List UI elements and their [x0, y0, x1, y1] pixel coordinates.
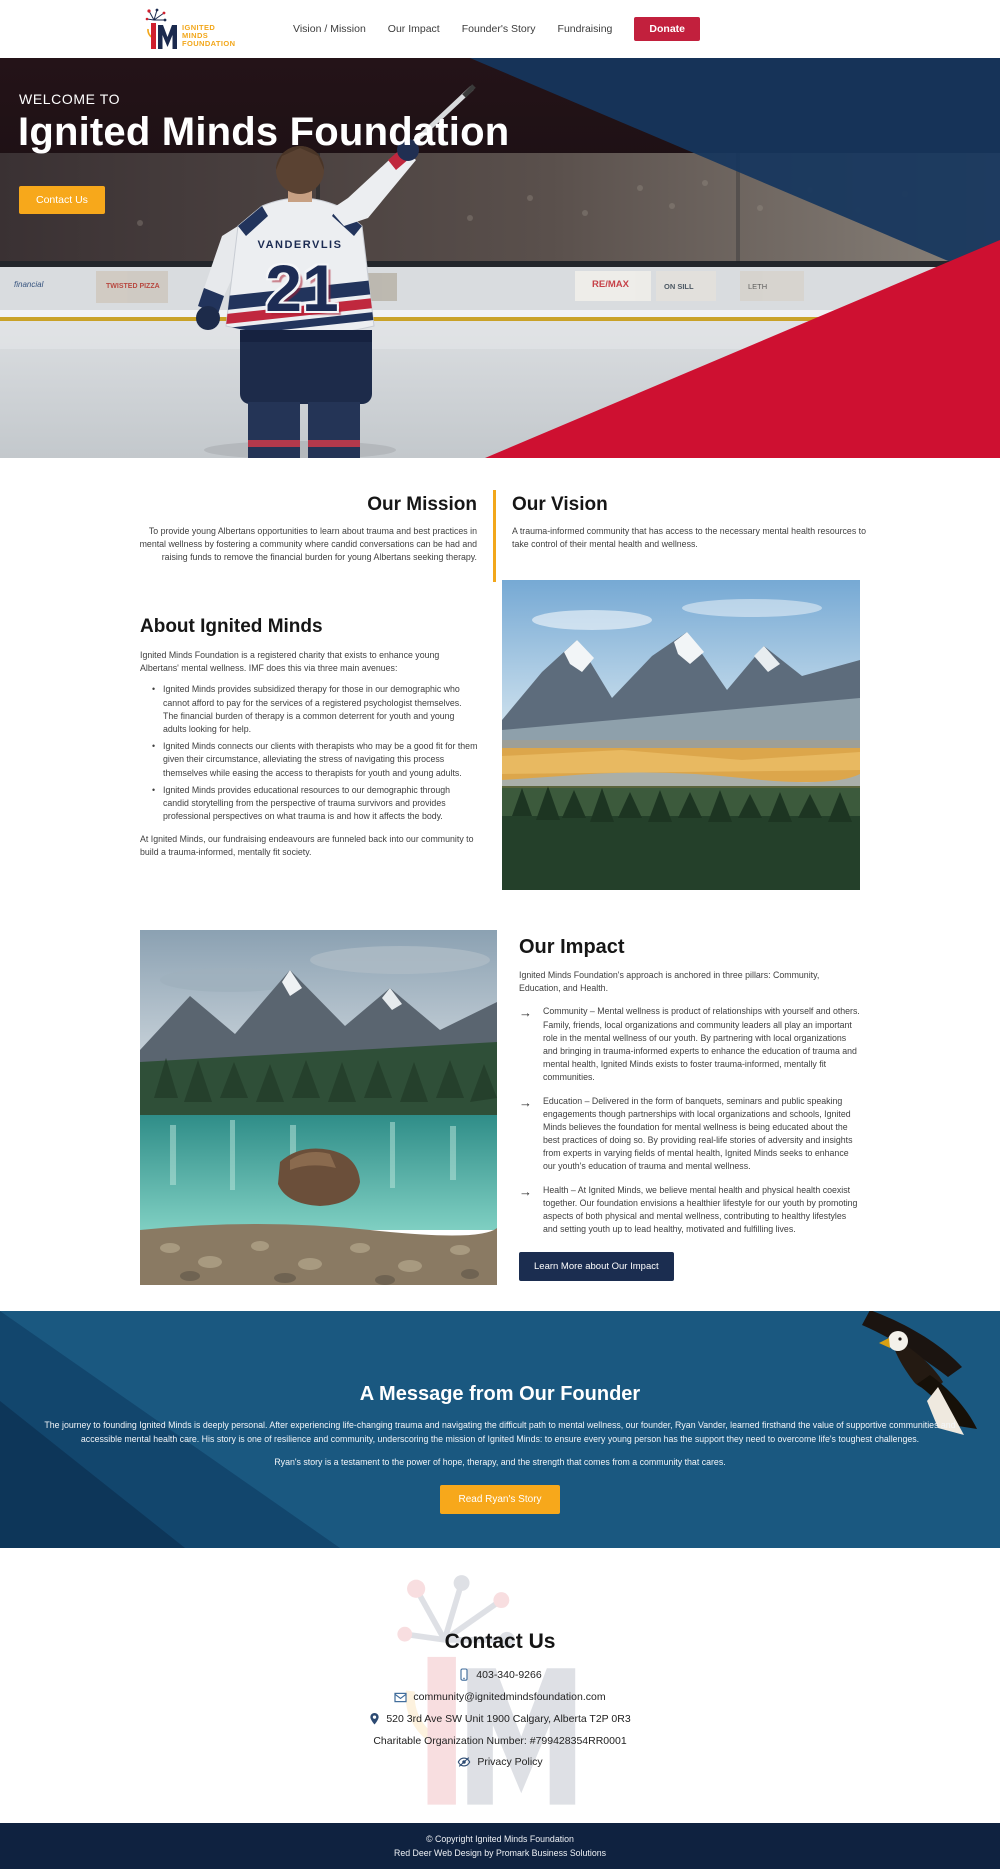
about-intro: Ignited Minds Foundation is a registered charity that exists to enhance young Albertans' mental wellness. IMF does this via three main avenues: — [140, 650, 440, 674]
charity-number-row — [0, 1735, 1000, 1747]
contact-address-row — [0, 1712, 1000, 1726]
charity-number: Charitable Organization Number: #799428354RR0001 — [373, 1735, 627, 1747]
founder-paragraph-1: The journey to founding Ignited Minds is deeply personal. After experiencing life-changing trauma and navigating the difficult path to mental wellness, our founder, Ryan Vander, learned firsthand the value of supportive communities and accessible mental health care. His story is one of resilience and community, underscoring the mission of Ignited Minds: to ensure every young person has the support they need to overcome life's toughest challenges. — [44, 1420, 956, 1444]
brand-logo[interactable] — [145, 7, 235, 51]
phone-icon — [458, 1668, 470, 1682]
contact-email-row[interactable] — [0, 1691, 1000, 1703]
impact-section — [140, 930, 860, 1285]
rink-board-ad: financial — [14, 280, 44, 289]
mission-column — [130, 494, 477, 582]
jersey-number: 21 — [265, 251, 339, 325]
contact-email[interactable]: community@ignitedmindsfoundation.com — [413, 1691, 606, 1703]
list-item: • Ignited Minds provides subsidized therapy for those in our demographic who cannot afford to pay for the services of a registered psychologist themselves. The financial burden of therapy is a common deterrent for youth and young adults looking for help. — [152, 683, 478, 736]
map-pin-icon — [369, 1712, 380, 1726]
list-item: → Health – At Ignited Minds, we believe mental health and physical health coexist together. Our foundation envisions a healthier lifestyle for our youth by promoting aspects of both physical and mental wellness, contributing to healthy lifestyles and setting youth up to lead healthy, motivated and fulfilling lives. — [519, 1184, 860, 1237]
lake-landscape-photo — [140, 930, 497, 1285]
footer-copyright: © Copyright Ignited Minds Foundation — [426, 1834, 574, 1844]
eye-off-icon — [457, 1756, 471, 1768]
privacy-policy-row[interactable] — [0, 1756, 1000, 1768]
brand-logo-text: IGNITED MINDS FOUNDATION — [182, 23, 236, 48]
about-heading: About Ignited Minds — [140, 616, 323, 637]
nav-founders-story[interactable]: Founder's Story — [461, 23, 536, 35]
hero-section — [0, 58, 1000, 458]
rink-board-ad: RE/MAX — [592, 279, 629, 290]
mission-body: To provide young Albertans opportunities to learn about trauma and best practices in mental wellness by fostering a community where candid conversations can be had and raising funds to remove the financial burden for young Albertans seeking therapy. — [139, 526, 477, 563]
founder-section — [0, 1311, 1000, 1548]
contact-section — [0, 1548, 1000, 1823]
impact-heading: Our Impact — [519, 936, 625, 958]
donate-button[interactable]: Donate — [634, 17, 700, 41]
about-closing: At Ignited Minds, our fundraising endeavours are funneled back into our community to build a trauma-informed, mentally fit society. — [140, 834, 474, 858]
contact-heading: Contact Us — [444, 1630, 556, 1653]
vision-column — [512, 494, 868, 582]
site-footer — [0, 1823, 1000, 1869]
contact-us-button[interactable]: Contact Us — [19, 186, 105, 214]
privacy-policy-link[interactable]: Privacy Policy — [477, 1756, 543, 1768]
impact-list — [519, 1005, 860, 1236]
about-section — [140, 580, 860, 890]
mountain-landscape-photo — [502, 580, 860, 890]
about-list — [152, 683, 478, 823]
site-header — [0, 0, 1000, 58]
hero-eyebrow: WELCOME TO — [19, 91, 121, 107]
mission-vision-section — [0, 458, 1000, 580]
nav-our-impact[interactable]: Our Impact — [387, 23, 440, 35]
vision-heading: Our Vision — [512, 494, 608, 515]
jersey-name: VANDERVLIS — [257, 239, 343, 251]
list-item: → Community – Mental wellness is product of relationships with yourself and others. Family, friends, local organizations and community leaders all play an important role in the mental wellness of our youth. By partnering with local organizations and bringing in trauma-informed experts to enhance the education of trauma and mental health, Ignited Minds exists to foster trauma-informed, mentally fit communities. — [519, 1005, 860, 1084]
impact-intro: Ignited Minds Foundation's approach is anchored in three pillars: Community, Education, and Health. — [519, 970, 820, 994]
ignited-minds-logo-icon — [145, 7, 179, 51]
rink-board-ad: LETH — [748, 282, 768, 291]
rink-board-ad: TWISTED PIZZA — [106, 283, 160, 290]
contact-phone-row — [0, 1668, 1000, 1682]
founder-heading: A Message from Our Founder — [359, 1383, 641, 1405]
mission-vision-divider — [493, 490, 496, 582]
footer-credit: Red Deer Web Design by Promark Business Solutions — [393, 1848, 607, 1858]
read-ryans-story-button[interactable]: Read Ryan's Story — [440, 1485, 559, 1514]
rink-board-ad: ON SILL — [664, 282, 694, 291]
vision-body: A trauma-informed community that has access to the necessary mental health resources to take control of their mental health and wellness. — [512, 526, 866, 550]
learn-more-impact-button[interactable]: Learn More about Our Impact — [519, 1252, 674, 1281]
nav-fundraising[interactable]: Fundraising — [557, 23, 613, 35]
founder-paragraph-2: Ryan's story is a testament to the power of hope, therapy, and the strength that comes from a community that cares. — [274, 1457, 726, 1468]
list-item: • Ignited Minds connects our clients with therapists who may be a good fit for them given their circumstance, alleviating the stress of navigating this process themselves while easing the access to therapists for youth and young adults. — [152, 740, 478, 780]
mission-heading: Our Mission — [367, 494, 477, 515]
list-item: → Education – Delivered in the form of banquets, seminars and public speaking engagements though partnerships with local organizations and schools, Ignited Minds believes the foundation for mental wellness is being educated about the best practices of doing so. By providing real-life stories of adversity and insights from experts in varying fields of mental health, Ignited Minds seeks to enhance our youth's education of trauma and mental wellness. — [519, 1095, 860, 1174]
nav-vision-mission[interactable]: Vision / Mission — [293, 23, 366, 35]
main-nav — [293, 17, 700, 41]
hero-title: Ignited Minds Foundation — [18, 110, 510, 154]
contact-address: 520 3rd Ave SW Unit 1900 Calgary, Alberta T2P 0R3 — [386, 1713, 631, 1725]
list-item: • Ignited Minds provides educational resources to our demographic through candid storytelling from the perspective of trauma survivors and provides professional perspectives on what trauma is and how it affects the body. — [152, 784, 478, 824]
contact-phone: 403-340-9266 — [476, 1669, 542, 1681]
email-icon — [394, 1692, 407, 1703]
